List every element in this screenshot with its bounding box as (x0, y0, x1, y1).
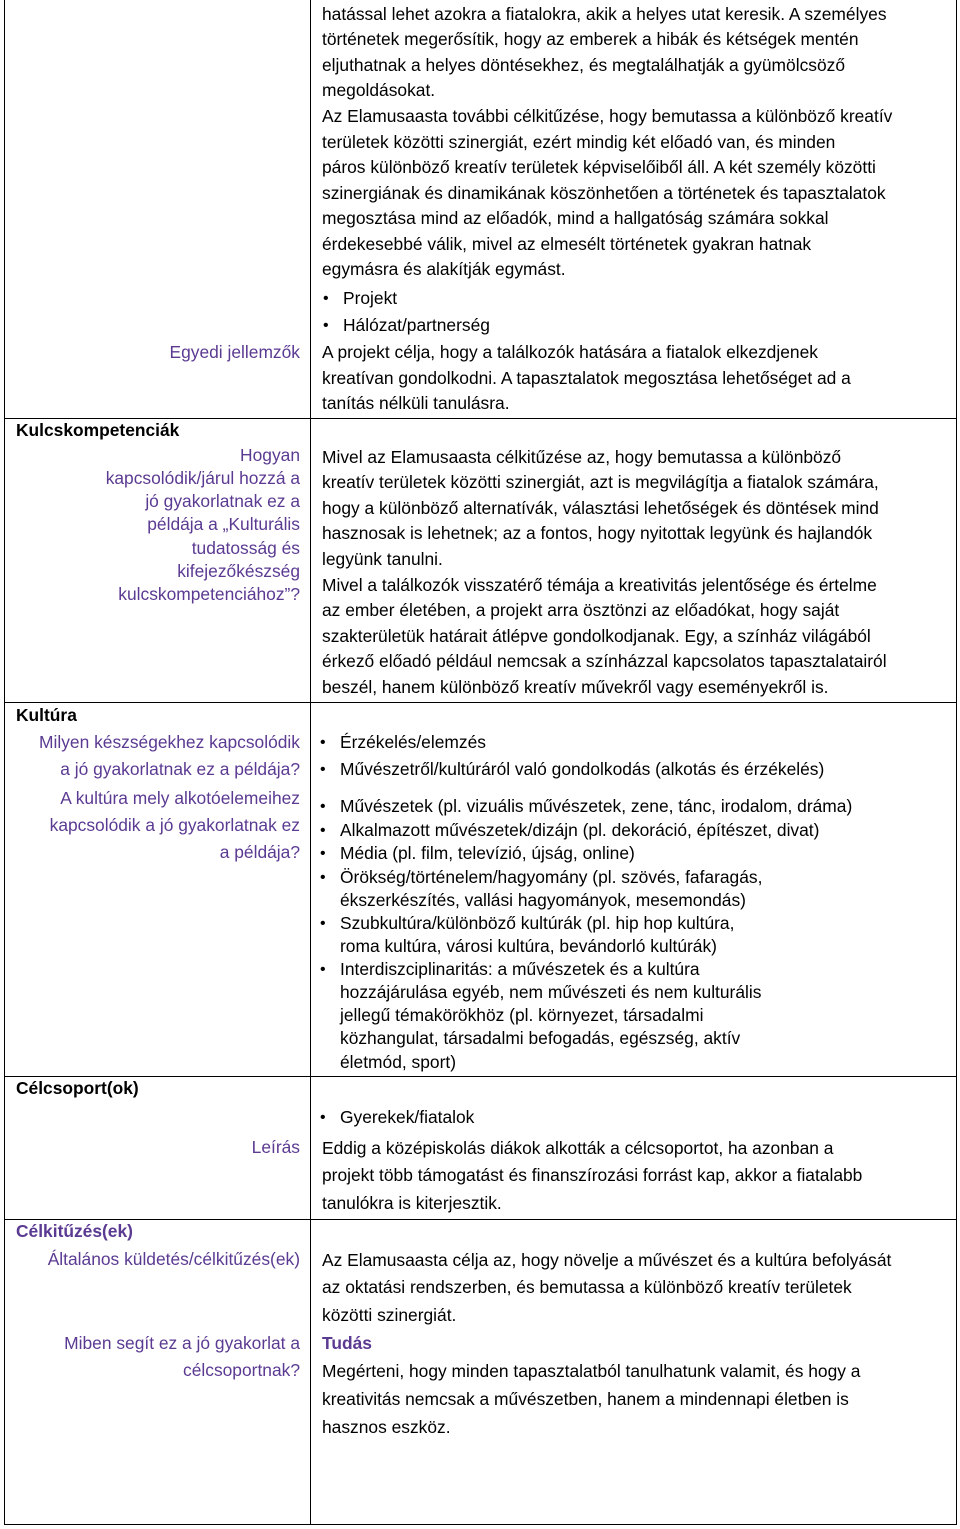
altalanos-kuldetes-label: Általános küldetés/célkitűzés(ek) (47, 1249, 300, 1269)
list-item: • Hálózat/partnerség (343, 314, 490, 338)
row-divider-celcsoport (4, 1076, 957, 1077)
list-item: • Alkalmazott művészetek/dizájn (pl. dekoráció, építészet, divat) (340, 819, 819, 843)
table-border-middle (310, 0, 311, 1525)
kulcskompetenciak-header: Kulcskompetenciák (16, 420, 180, 440)
table-border-right (956, 0, 957, 1525)
table-border-bottom (4, 1524, 957, 1525)
row-divider-kultura (4, 702, 957, 703)
list-item: • Művészetről/kultúráról való gondolkodás (alkotás és érzékelés) (340, 758, 824, 782)
list-item: • Szubkultúra/különböző kultúrák (pl. hip hop kultúra, (340, 912, 734, 936)
table-border-left (4, 0, 5, 1525)
egyedi-jellemzok-label: Egyedi jellemzők (169, 342, 300, 362)
list-item: • Örökség/történelem/hagyomány (pl. szövés, fafaragás, (340, 866, 762, 890)
list-item: • Média (pl. film, televízió, újság, online) (340, 842, 635, 866)
celkituzes-header: Célkitűzés(ek) (16, 1221, 133, 1241)
list-item: • Projekt (343, 287, 397, 311)
list-item: • Érzékelés/elemzés (340, 731, 486, 755)
row-divider-celkituzes (4, 1219, 957, 1220)
leiras-label: Leírás (251, 1137, 300, 1157)
list-item: • Interdiszciplinaritás: a művészetek és a kultúra (340, 958, 700, 982)
tudas-label: Tudás (322, 1333, 372, 1353)
target-group-bullet: • Gyerekek/fiatalok (340, 1106, 474, 1130)
kultura-header: Kultúra (16, 705, 77, 725)
list-item: • Művészetek (pl. vizuális művészetek, zene, tánc, irodalom, dráma) (340, 795, 852, 819)
celcsoport-header: Célcsoport(ok) (16, 1078, 139, 1098)
